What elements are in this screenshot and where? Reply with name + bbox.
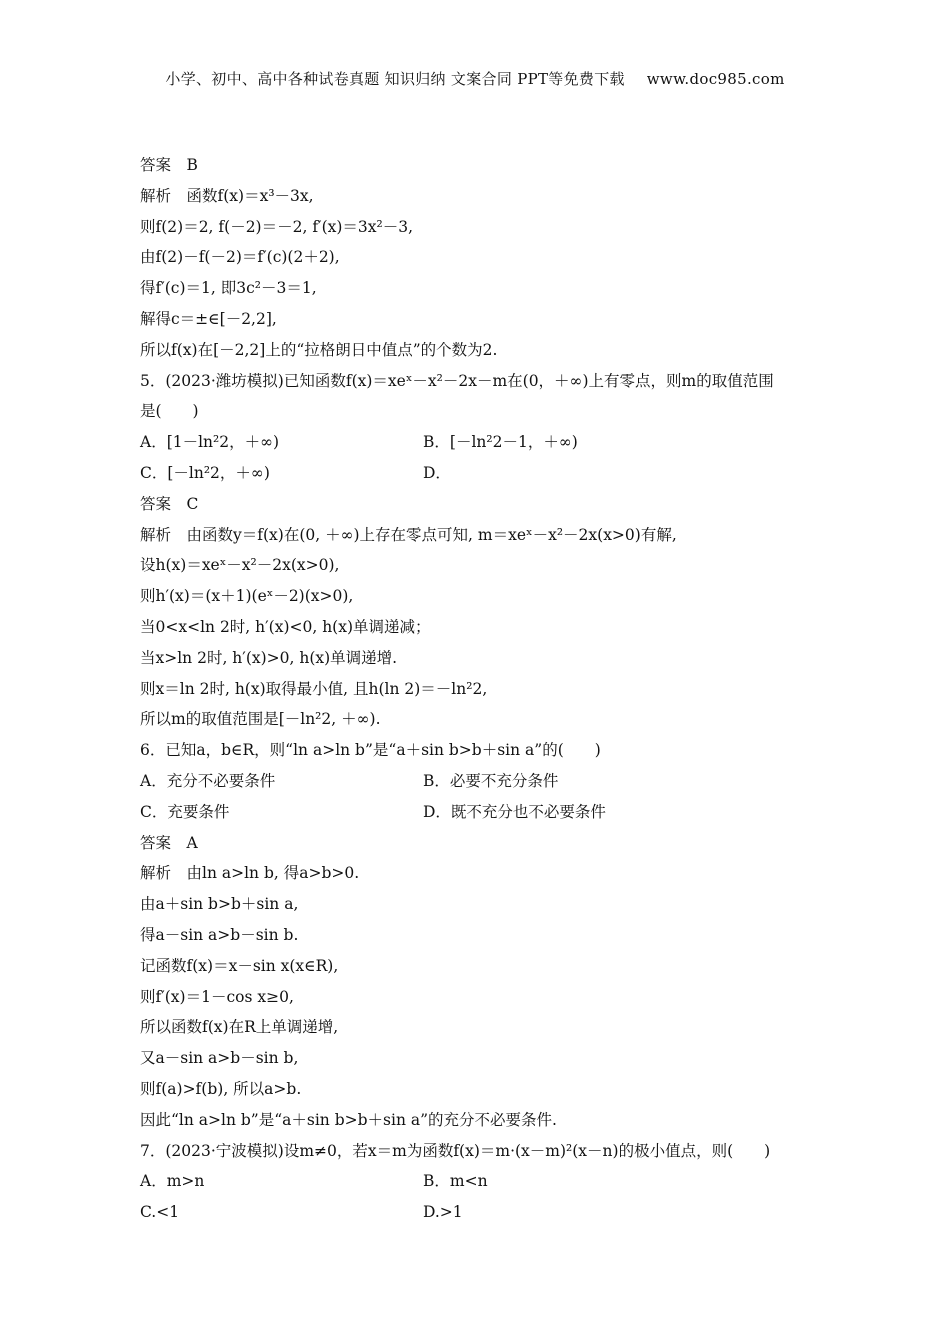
text-line: 则f′(x)＝1－cos x≥0, [140,987,294,1006]
text-line: 当0<x<ln 2时, h′(x)<0, h(x)单调递减； [140,617,431,636]
option-c: C．[－ln²2，＋∞) [140,463,270,482]
text-line: 因此“ln a>ln b”是“a＋sin b>b＋sin a”的充分不必要条件. [140,1110,557,1129]
option-c: C．充要条件 [140,802,230,821]
option-a: A．[1－ln²2，＋∞) [140,433,280,452]
analysis-line: 解析 函数f(x)＝x³－3x, [140,186,314,205]
header-title: 小学、初中、高中各种试卷真题 知识归纳 文案合同 PPT等免费下载 [165,70,625,88]
question-6-options-row [140,766,820,797]
answer-line: 答案 B [140,156,198,174]
text-line: 解得c＝±∈[－2,2], [140,309,277,328]
question-6-stem: 6．已知a，b∈R，则“ln a>ln b”是“a＋sin b>b＋sin a”的( ) [140,741,601,760]
text-line: 所以函数f(x)在R上单调递增, [140,1018,339,1037]
text-line: 所以m的取值范围是[－ln²2, ＋∞). [140,710,381,729]
text-line: 得a－sin a>b－sin b. [140,925,299,944]
question-7-options-row [140,1166,820,1197]
option-d: D.>1 [423,1203,463,1222]
option-c: C.<1 [140,1203,180,1222]
text-line: 则h′(x)＝(x＋1)(eˣ－2)(x>0), [140,587,354,606]
option-d: D．既不充分也不必要条件 [423,802,606,821]
question-7-stem: 7．(2023·宁波模拟)设m≠0，若x＝m为函数f(x)＝m·(x－m)²(x－n)的极小值点，则( ) [140,1141,771,1160]
option-a: A．m>n [140,1172,205,1191]
option-a: A．充分不必要条件 [140,771,276,790]
question-6-options-row [140,797,820,828]
analysis-line: 解析 由函数y＝f(x)在(0, ＋∞)上存在零点可知, m＝xeˣ－x²－2x(x>0)有解, [140,525,677,544]
text-line: 则f(a)>f(b), 所以a>b. [140,1079,302,1098]
text-line: 当x>ln 2时, h′(x)>0, h(x)单调递增. [140,648,398,667]
header-url[interactable]: www.doc985.com [646,70,785,88]
analysis-line: 解析 由ln a>ln b, 得a>b>0. [140,864,360,883]
text-line: 所以f(x)在[－2,2]上的“拉格朗日中值点”的个数为2. [140,340,498,359]
text-line: 又a－sin a>b－sin b, [140,1049,299,1068]
question-5-options-row [140,427,820,458]
question-7-options-row [140,1197,820,1228]
text-line: 由a＋sin b>b＋sin a, [140,895,299,914]
question-5-options-row [140,458,820,489]
text-line: 则x＝ln 2时, h(x)取得最小值, 且h(ln 2)＝－ln²2, [140,679,488,698]
answer-line: 答案 C [140,494,199,513]
option-b: B．[－ln²2－1，＋∞) [423,433,578,452]
text-line: 设h(x)＝xeˣ－x²－2x(x>0), [140,556,340,575]
option-b: B．必要不充分条件 [423,771,559,790]
question-5-stem-cont: 是( ) [140,402,199,421]
text-line: 由f(2)－f(－2)＝f′(c)(2＋2), [140,248,340,267]
text-line: 得f′(c)＝1, 即3c²－3＝1, [140,279,317,298]
page-header [0,68,950,89]
text-line: 则f(2)＝2, f(－2)＝－2, f′(x)＝3x²－3, [140,217,414,236]
text-line: 记函数f(x)＝x－sin x(x∈R), [140,956,339,975]
document-body [140,150,820,1228]
answer-line: 答案 A [140,833,198,852]
option-b: B．m<n [423,1172,488,1191]
option-d: D． [423,463,451,482]
question-5-stem: 5．(2023·潍坊模拟)已知函数f(x)＝xeˣ－x²－2x－m在(0，＋∞)上有零点，则m的取值范围 [140,371,774,390]
